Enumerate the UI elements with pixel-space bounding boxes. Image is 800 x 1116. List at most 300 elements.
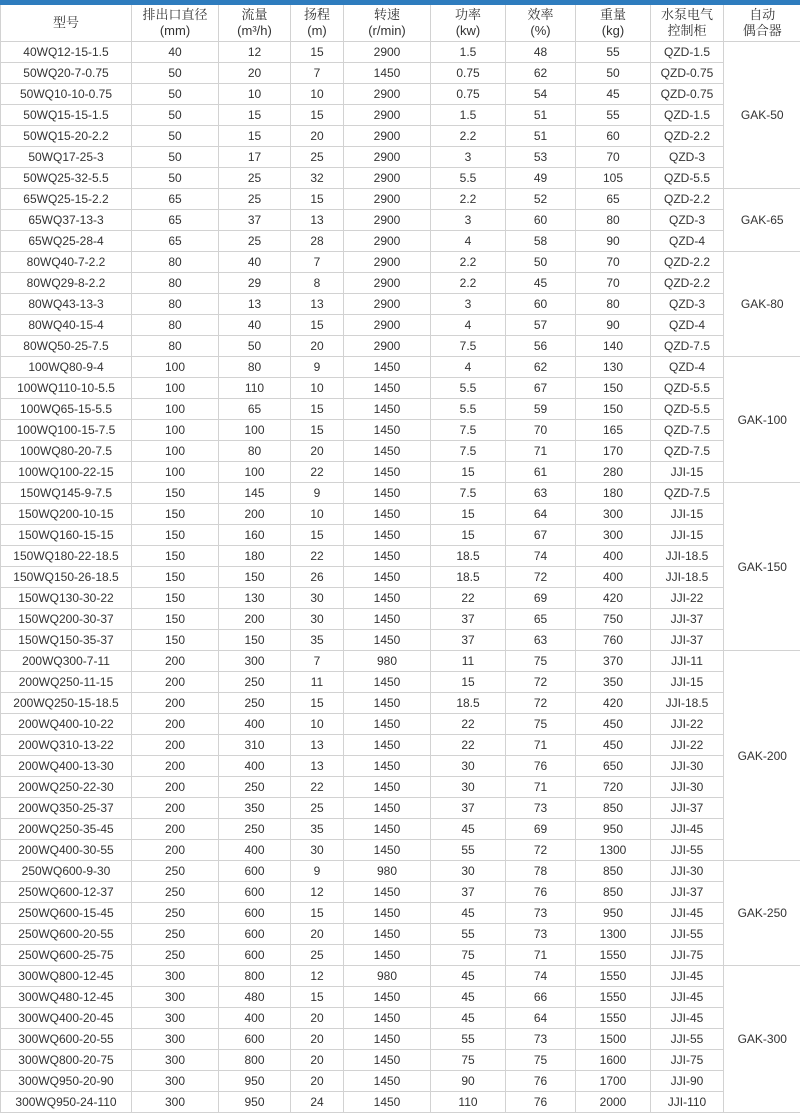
cell-control-cabinet: QZD-7.5	[651, 420, 724, 441]
cell-speed: 2900	[344, 84, 431, 105]
table-row	[1, 567, 800, 588]
cell-outlet-diameter: 200	[132, 756, 219, 777]
cell-speed: 2900	[344, 336, 431, 357]
cell-speed: 1450	[344, 567, 431, 588]
cell-model: 50WQ10-10-0.75	[1, 84, 132, 105]
table-row	[1, 399, 800, 420]
cell-head: 13	[291, 735, 344, 756]
table-row	[1, 1029, 800, 1050]
cell-speed: 1450	[344, 588, 431, 609]
cell-efficiency: 76	[506, 882, 576, 903]
cell-weight: 370	[576, 651, 651, 672]
cell-control-cabinet: QZD-7.5	[651, 483, 724, 504]
cell-outlet-diameter: 100	[132, 399, 219, 420]
cell-head: 11	[291, 672, 344, 693]
cell-weight: 45	[576, 84, 651, 105]
cell-model: 65WQ25-15-2.2	[1, 189, 132, 210]
cell-efficiency: 60	[506, 210, 576, 231]
table-row	[1, 798, 800, 819]
cell-head: 8	[291, 273, 344, 294]
cell-efficiency: 71	[506, 945, 576, 966]
table-row	[1, 210, 800, 231]
cell-control-cabinet: QZD-5.5	[651, 399, 724, 420]
cell-efficiency: 72	[506, 567, 576, 588]
table-row	[1, 756, 800, 777]
cell-efficiency: 61	[506, 462, 576, 483]
cell-flow: 200	[219, 609, 291, 630]
cell-head: 15	[291, 525, 344, 546]
cell-outlet-diameter: 300	[132, 966, 219, 987]
cell-outlet-diameter: 50	[132, 84, 219, 105]
cell-control-cabinet: JJI-37	[651, 798, 724, 819]
cell-efficiency: 72	[506, 840, 576, 861]
table-row	[1, 357, 800, 378]
table-row	[1, 231, 800, 252]
cell-head: 10	[291, 84, 344, 105]
cell-flow: 25	[219, 168, 291, 189]
cell-head: 20	[291, 1029, 344, 1050]
cell-control-cabinet: JJI-15	[651, 504, 724, 525]
cell-efficiency: 71	[506, 777, 576, 798]
table-row	[1, 966, 800, 987]
cell-control-cabinet: QZD-2.2	[651, 126, 724, 147]
cell-speed: 1450	[344, 693, 431, 714]
cell-outlet-diameter: 150	[132, 525, 219, 546]
cell-weight: 180	[576, 483, 651, 504]
cell-weight: 950	[576, 819, 651, 840]
cell-control-cabinet: JJI-45	[651, 966, 724, 987]
cell-efficiency: 62	[506, 357, 576, 378]
table-row	[1, 315, 800, 336]
cell-outlet-diameter: 250	[132, 903, 219, 924]
cell-control-cabinet: QZD-0.75	[651, 63, 724, 84]
cell-model: 65WQ25-28-4	[1, 231, 132, 252]
cell-head: 10	[291, 504, 344, 525]
cell-power: 22	[431, 714, 506, 735]
cell-model: 200WQ400-30-55	[1, 840, 132, 861]
cell-weight: 60	[576, 126, 651, 147]
cell-weight: 650	[576, 756, 651, 777]
cell-speed: 1450	[344, 1092, 431, 1113]
cell-head: 25	[291, 798, 344, 819]
cell-power: 2.2	[431, 189, 506, 210]
cell-head: 26	[291, 567, 344, 588]
cell-control-cabinet: QZD-3	[651, 294, 724, 315]
cell-flow: 600	[219, 1029, 291, 1050]
cell-head: 35	[291, 819, 344, 840]
cell-flow: 600	[219, 861, 291, 882]
cell-control-cabinet: JJI-75	[651, 945, 724, 966]
cell-control-cabinet: JJI-22	[651, 714, 724, 735]
table-row	[1, 819, 800, 840]
cell-control-cabinet: JJI-15	[651, 525, 724, 546]
cell-control-cabinet: JJI-55	[651, 840, 724, 861]
cell-head: 15	[291, 105, 344, 126]
cell-control-cabinet: JJI-110	[651, 1092, 724, 1113]
cell-flow: 50	[219, 336, 291, 357]
table-row	[1, 42, 800, 63]
cell-efficiency: 66	[506, 987, 576, 1008]
cell-weight: 50	[576, 63, 651, 84]
cell-control-cabinet: JJI-45	[651, 903, 724, 924]
cell-weight: 420	[576, 588, 651, 609]
cell-efficiency: 73	[506, 798, 576, 819]
cell-power: 4	[431, 231, 506, 252]
cell-outlet-diameter: 50	[132, 63, 219, 84]
header-row	[1, 5, 800, 42]
cell-control-cabinet: QZD-5.5	[651, 168, 724, 189]
cell-head: 25	[291, 147, 344, 168]
cell-power: 90	[431, 1071, 506, 1092]
cell-outlet-diameter: 250	[132, 924, 219, 945]
cell-control-cabinet: QZD-3	[651, 147, 724, 168]
cell-power: 2.2	[431, 273, 506, 294]
cell-head: 15	[291, 987, 344, 1008]
cell-head: 28	[291, 231, 344, 252]
table-row	[1, 189, 800, 210]
col-header-weight: 重量 (kg)	[576, 5, 651, 42]
cell-outlet-diameter: 150	[132, 567, 219, 588]
cell-outlet-diameter: 150	[132, 483, 219, 504]
cell-power: 75	[431, 1050, 506, 1071]
cell-head: 15	[291, 189, 344, 210]
cell-head: 7	[291, 63, 344, 84]
cell-outlet-diameter: 100	[132, 441, 219, 462]
cell-auto-coupler: GAK-200	[724, 651, 800, 861]
cell-weight: 55	[576, 42, 651, 63]
cell-outlet-diameter: 250	[132, 861, 219, 882]
cell-control-cabinet: QZD-4	[651, 357, 724, 378]
cell-power: 15	[431, 504, 506, 525]
cell-model: 300WQ600-20-55	[1, 1029, 132, 1050]
cell-model: 250WQ600-20-55	[1, 924, 132, 945]
cell-flow: 80	[219, 441, 291, 462]
cell-flow: 25	[219, 231, 291, 252]
cell-weight: 1600	[576, 1050, 651, 1071]
cell-flow: 250	[219, 693, 291, 714]
cell-head: 12	[291, 882, 344, 903]
cell-efficiency: 48	[506, 42, 576, 63]
cell-auto-coupler: GAK-300	[724, 966, 800, 1113]
cell-outlet-diameter: 150	[132, 546, 219, 567]
cell-power: 55	[431, 924, 506, 945]
cell-control-cabinet: JJI-55	[651, 924, 724, 945]
cell-outlet-diameter: 200	[132, 819, 219, 840]
cell-control-cabinet: QZD-4	[651, 315, 724, 336]
cell-head: 22	[291, 462, 344, 483]
cell-head: 15	[291, 903, 344, 924]
cell-control-cabinet: JJI-90	[651, 1071, 724, 1092]
cell-speed: 1450	[344, 609, 431, 630]
table-row	[1, 441, 800, 462]
cell-flow: 100	[219, 420, 291, 441]
table-row	[1, 903, 800, 924]
cell-control-cabinet: JJI-15	[651, 672, 724, 693]
cell-power: 1.5	[431, 42, 506, 63]
cell-efficiency: 69	[506, 819, 576, 840]
cell-flow: 400	[219, 756, 291, 777]
cell-power: 45	[431, 903, 506, 924]
cell-control-cabinet: QZD-2.2	[651, 273, 724, 294]
cell-head: 20	[291, 126, 344, 147]
cell-power: 7.5	[431, 441, 506, 462]
cell-weight: 300	[576, 504, 651, 525]
cell-weight: 1700	[576, 1071, 651, 1092]
cell-control-cabinet: JJI-55	[651, 1029, 724, 1050]
cell-outlet-diameter: 80	[132, 273, 219, 294]
cell-model: 200WQ250-22-30	[1, 777, 132, 798]
cell-power: 30	[431, 777, 506, 798]
cell-outlet-diameter: 50	[132, 126, 219, 147]
table-row	[1, 483, 800, 504]
cell-outlet-diameter: 80	[132, 315, 219, 336]
cell-head: 13	[291, 210, 344, 231]
cell-speed: 1450	[344, 903, 431, 924]
cell-outlet-diameter: 300	[132, 1050, 219, 1071]
cell-outlet-diameter: 200	[132, 798, 219, 819]
cell-weight: 80	[576, 210, 651, 231]
cell-efficiency: 53	[506, 147, 576, 168]
cell-speed: 1450	[344, 441, 431, 462]
table-row	[1, 462, 800, 483]
cell-outlet-diameter: 200	[132, 651, 219, 672]
col-header-outlet-diameter: 排出口直径 (mm)	[132, 5, 219, 42]
cell-model: 200WQ310-13-22	[1, 735, 132, 756]
cell-model: 80WQ50-25-7.5	[1, 336, 132, 357]
cell-outlet-diameter: 300	[132, 1029, 219, 1050]
cell-model: 65WQ37-13-3	[1, 210, 132, 231]
table-row	[1, 693, 800, 714]
cell-speed: 1450	[344, 525, 431, 546]
table-row	[1, 147, 800, 168]
cell-power: 18.5	[431, 693, 506, 714]
col-header-head: 扬程 (m)	[291, 5, 344, 42]
cell-weight: 170	[576, 441, 651, 462]
cell-auto-coupler: GAK-250	[724, 861, 800, 966]
table-row	[1, 777, 800, 798]
table-row	[1, 672, 800, 693]
cell-model: 150WQ130-30-22	[1, 588, 132, 609]
cell-power: 45	[431, 819, 506, 840]
cell-efficiency: 75	[506, 651, 576, 672]
cell-flow: 25	[219, 189, 291, 210]
cell-flow: 150	[219, 567, 291, 588]
cell-auto-coupler: GAK-150	[724, 483, 800, 651]
col-header-model: 型号	[1, 5, 132, 42]
cell-model: 50WQ15-15-1.5	[1, 105, 132, 126]
cell-outlet-diameter: 300	[132, 1008, 219, 1029]
cell-flow: 400	[219, 840, 291, 861]
table-row	[1, 588, 800, 609]
cell-weight: 105	[576, 168, 651, 189]
cell-efficiency: 51	[506, 105, 576, 126]
cell-efficiency: 49	[506, 168, 576, 189]
cell-model: 80WQ29-8-2.2	[1, 273, 132, 294]
cell-head: 9	[291, 357, 344, 378]
cell-control-cabinet: QZD-5.5	[651, 378, 724, 399]
cell-weight: 80	[576, 294, 651, 315]
cell-model: 250WQ600-25-75	[1, 945, 132, 966]
cell-flow: 250	[219, 819, 291, 840]
cell-outlet-diameter: 65	[132, 189, 219, 210]
cell-weight: 1300	[576, 840, 651, 861]
cell-outlet-diameter: 80	[132, 336, 219, 357]
cell-outlet-diameter: 150	[132, 504, 219, 525]
cell-head: 15	[291, 399, 344, 420]
cell-control-cabinet: QZD-3	[651, 210, 724, 231]
cell-efficiency: 72	[506, 693, 576, 714]
table-body	[1, 42, 800, 1113]
cell-power: 3	[431, 147, 506, 168]
cell-power: 4	[431, 315, 506, 336]
cell-outlet-diameter: 65	[132, 210, 219, 231]
cell-efficiency: 71	[506, 441, 576, 462]
cell-outlet-diameter: 200	[132, 693, 219, 714]
cell-outlet-diameter: 200	[132, 777, 219, 798]
cell-efficiency: 76	[506, 756, 576, 777]
cell-flow: 12	[219, 42, 291, 63]
cell-speed: 1450	[344, 504, 431, 525]
cell-control-cabinet: QZD-1.5	[651, 42, 724, 63]
cell-model: 80WQ40-15-4	[1, 315, 132, 336]
cell-power: 2.2	[431, 252, 506, 273]
cell-control-cabinet: QZD-2.2	[651, 252, 724, 273]
cell-head: 20	[291, 336, 344, 357]
cell-power: 5.5	[431, 378, 506, 399]
cell-control-cabinet: JJI-30	[651, 861, 724, 882]
cell-speed: 1450	[344, 378, 431, 399]
cell-flow: 160	[219, 525, 291, 546]
cell-weight: 70	[576, 273, 651, 294]
cell-head: 15	[291, 693, 344, 714]
cell-efficiency: 69	[506, 588, 576, 609]
cell-speed: 980	[344, 861, 431, 882]
cell-model: 150WQ150-35-37	[1, 630, 132, 651]
cell-model: 50WQ20-7-0.75	[1, 63, 132, 84]
cell-model: 100WQ80-9-4	[1, 357, 132, 378]
cell-weight: 300	[576, 525, 651, 546]
cell-model: 50WQ25-32-5.5	[1, 168, 132, 189]
cell-efficiency: 76	[506, 1092, 576, 1113]
cell-flow: 400	[219, 714, 291, 735]
table-row	[1, 1092, 800, 1113]
col-header-efficiency: 效率 (%)	[506, 5, 576, 42]
cell-power: 45	[431, 966, 506, 987]
cell-speed: 1450	[344, 819, 431, 840]
cell-efficiency: 64	[506, 504, 576, 525]
cell-efficiency: 45	[506, 273, 576, 294]
cell-model: 40WQ12-15-1.5	[1, 42, 132, 63]
cell-power: 11	[431, 651, 506, 672]
table-row	[1, 840, 800, 861]
cell-weight: 140	[576, 336, 651, 357]
cell-head: 9	[291, 483, 344, 504]
cell-head: 22	[291, 777, 344, 798]
cell-efficiency: 59	[506, 399, 576, 420]
cell-power: 7.5	[431, 420, 506, 441]
cell-efficiency: 50	[506, 252, 576, 273]
cell-weight: 130	[576, 357, 651, 378]
cell-speed: 2900	[344, 42, 431, 63]
cell-speed: 1450	[344, 924, 431, 945]
cell-flow: 20	[219, 63, 291, 84]
cell-control-cabinet: JJI-18.5	[651, 567, 724, 588]
cell-outlet-diameter: 200	[132, 840, 219, 861]
cell-speed: 2900	[344, 294, 431, 315]
table-row	[1, 1008, 800, 1029]
cell-head: 30	[291, 588, 344, 609]
cell-outlet-diameter: 300	[132, 1092, 219, 1113]
cell-weight: 400	[576, 567, 651, 588]
cell-speed: 1450	[344, 777, 431, 798]
cell-power: 30	[431, 756, 506, 777]
cell-flow: 80	[219, 357, 291, 378]
cell-power: 75	[431, 945, 506, 966]
cell-model: 150WQ145-9-7.5	[1, 483, 132, 504]
cell-flow: 17	[219, 147, 291, 168]
table-row	[1, 882, 800, 903]
cell-flow: 180	[219, 546, 291, 567]
cell-flow: 110	[219, 378, 291, 399]
cell-speed: 2900	[344, 126, 431, 147]
cell-power: 0.75	[431, 63, 506, 84]
cell-speed: 1450	[344, 399, 431, 420]
cell-power: 37	[431, 609, 506, 630]
cell-head: 10	[291, 378, 344, 399]
cell-model: 50WQ17-25-3	[1, 147, 132, 168]
cell-outlet-diameter: 150	[132, 609, 219, 630]
cell-weight: 280	[576, 462, 651, 483]
cell-outlet-diameter: 80	[132, 294, 219, 315]
cell-efficiency: 75	[506, 1050, 576, 1071]
cell-weight: 90	[576, 315, 651, 336]
cell-weight: 850	[576, 882, 651, 903]
cell-model: 200WQ350-25-37	[1, 798, 132, 819]
cell-auto-coupler: GAK-65	[724, 189, 800, 252]
cell-speed: 1450	[344, 735, 431, 756]
cell-flow: 100	[219, 462, 291, 483]
cell-flow: 150	[219, 630, 291, 651]
col-header-power: 功率 (kw)	[431, 5, 506, 42]
cell-model: 100WQ80-20-7.5	[1, 441, 132, 462]
cell-outlet-diameter: 50	[132, 147, 219, 168]
cell-speed: 2900	[344, 105, 431, 126]
cell-weight: 400	[576, 546, 651, 567]
cell-head: 20	[291, 1008, 344, 1029]
cell-efficiency: 52	[506, 189, 576, 210]
cell-weight: 450	[576, 714, 651, 735]
cell-speed: 2900	[344, 168, 431, 189]
cell-head: 30	[291, 609, 344, 630]
cell-flow: 950	[219, 1071, 291, 1092]
table-row	[1, 294, 800, 315]
cell-outlet-diameter: 50	[132, 105, 219, 126]
cell-efficiency: 73	[506, 924, 576, 945]
cell-speed: 1450	[344, 483, 431, 504]
cell-weight: 70	[576, 252, 651, 273]
cell-weight: 750	[576, 609, 651, 630]
cell-model: 150WQ200-10-15	[1, 504, 132, 525]
cell-weight: 65	[576, 189, 651, 210]
cell-model: 100WQ65-15-5.5	[1, 399, 132, 420]
cell-model: 250WQ600-12-37	[1, 882, 132, 903]
cell-power: 0.75	[431, 84, 506, 105]
cell-efficiency: 70	[506, 420, 576, 441]
table-row	[1, 378, 800, 399]
cell-power: 45	[431, 1008, 506, 1029]
cell-speed: 1450	[344, 1071, 431, 1092]
cell-model: 200WQ400-10-22	[1, 714, 132, 735]
